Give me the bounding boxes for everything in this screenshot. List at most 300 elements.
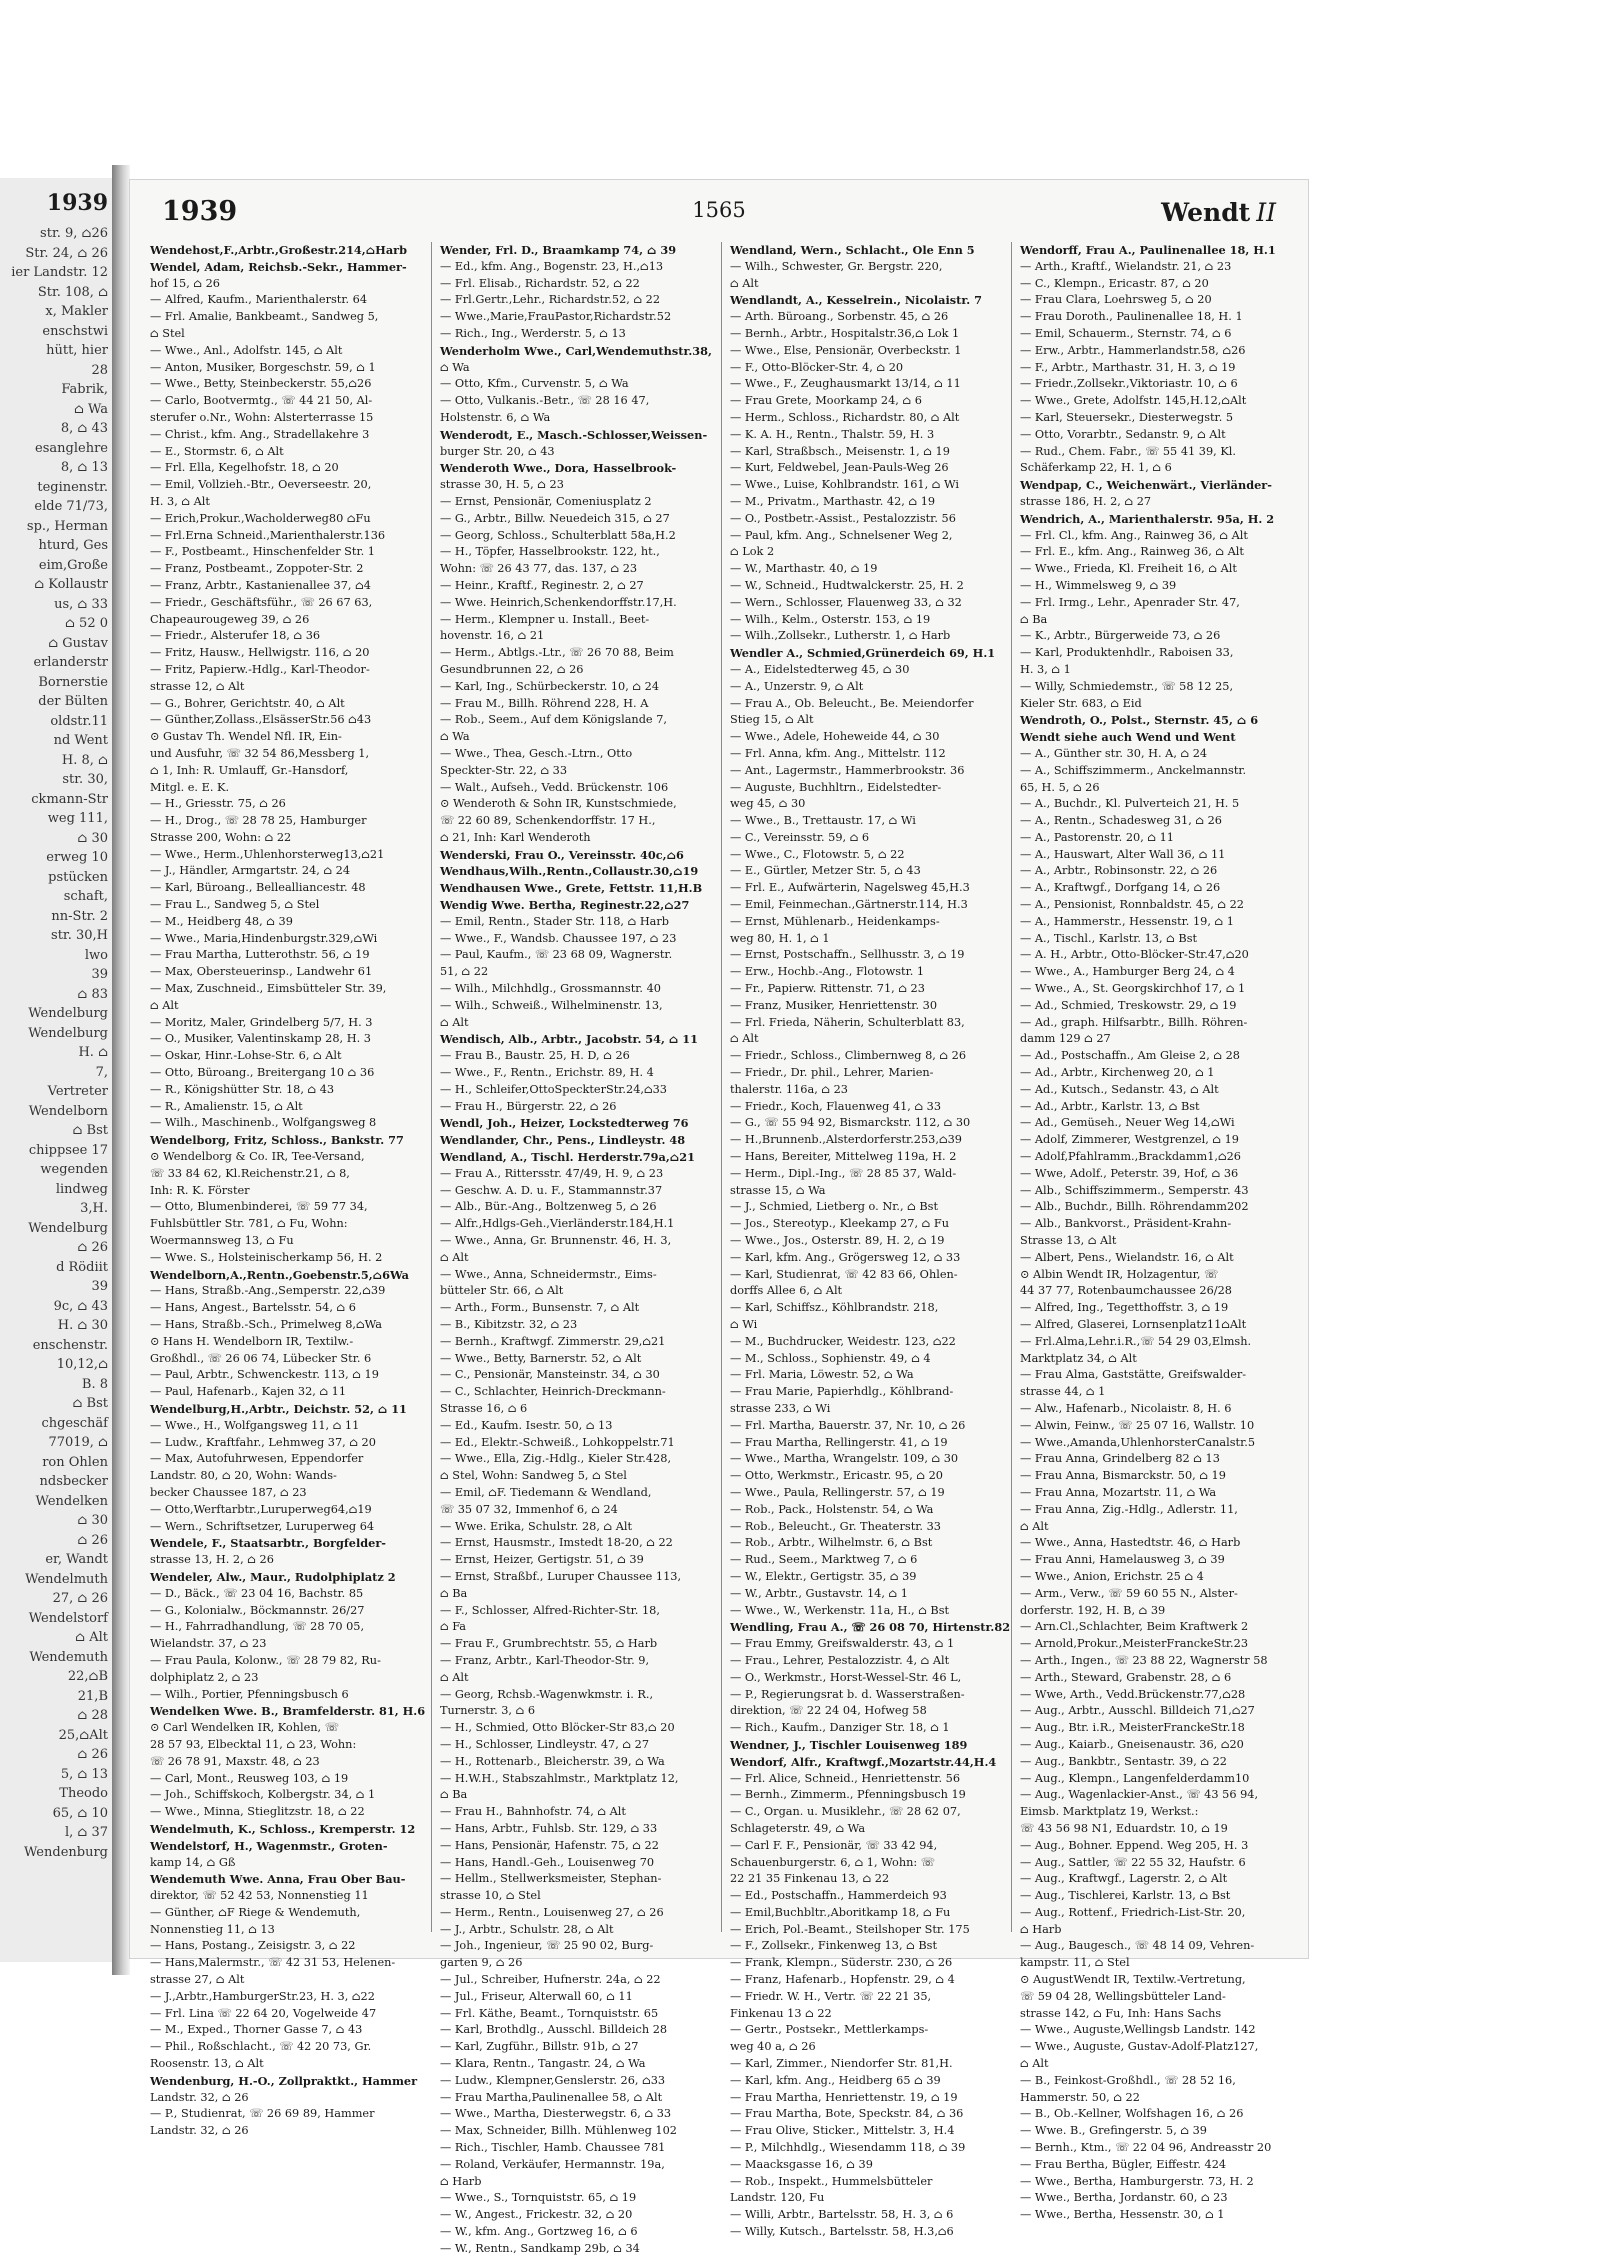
previous-page-line: 22,⌂B	[67, 1669, 108, 1684]
directory-entry-line: ☏ 35 07 32, Immenhof 6, ⌂ 24	[440, 1502, 618, 1516]
directory-entry-line: — Frau Emmy, Greifswalderstr. 43, ⌂ 1	[730, 1637, 955, 1651]
previous-page-line: B. 8	[81, 1376, 108, 1392]
directory-entry-line: — Hans, Straßb.-Sch., Primelweg 8,⌂Wa	[150, 1318, 383, 1331]
directory-entry-line: — Frl. Ella, Kegelhofstr. 18, ⌂ 20	[150, 461, 339, 475]
directory-entry-line: — Alb., Buchdr., Billh. Röhrendamm202	[1020, 1200, 1249, 1214]
directory-entry-line: — Heinr., Kraftf., Reginestr. 2, ⌂ 27	[440, 578, 644, 592]
directory-entry-line: — A., Buchdr., Kl. Pulverteich 21, H. 5	[1020, 797, 1240, 811]
directory-entry-line: — Wwe., Bertha, Jordanstr. 60, ⌂ 23	[1020, 2191, 1228, 2205]
directory-entry-line: ☏ 59 04 28, Wellingsbütteler Land-	[1020, 1989, 1226, 2003]
directory-entry-line: — O., Musiker, Valentinskamp 28, H. 3	[150, 1032, 371, 1046]
previous-page-line: ⌂ Wa	[73, 401, 108, 417]
directory-entry-line: — Frau., Lehrer, Pestalozzistr. 4, ⌂ Alt	[730, 1653, 950, 1667]
directory-entry-line: — C., Pensionär, Mansteinstr. 34, ⌂ 30	[440, 1368, 660, 1382]
directory-entry-line: — Ed., Elektr.-Schweiß., Lohkoppelstr.71	[440, 1435, 675, 1449]
directory-entry-line: Fuhlsbüttler Str. 781, ⌂ Fu, Wohn:	[150, 1217, 348, 1231]
directory-entry-line: — Franz, Postbeamt., Zoppoter-Str. 2	[150, 562, 364, 576]
directory-entry-line: — Wilh., Schweiß., Wilhelminenstr. 13,	[440, 998, 663, 1012]
directory-entry-line: ⊙ Albin Wendt IR, Holzagentur, ☏	[1020, 1267, 1219, 1281]
directory-entry-line: Schlageterstr. 49, ⌂ Wa	[730, 1821, 866, 1835]
directory-entry-line: — Geschw. A. D. u. F., Stammannstr.37	[440, 1183, 663, 1197]
directory-entry-line: — Wwe, Arth., Vedd.Brückenstr.77,⌂28	[1020, 1687, 1246, 1701]
directory-entry-line: — Rud., Chem. Fabr., ☏ 55 41 39, Kl.	[1020, 444, 1236, 458]
directory-entry-line: — Wwe., A., St. Georgskirchhof 17, ⌂ 1	[1020, 982, 1246, 996]
directory-entry-line: — Otto, Büroang., Breitergang 10 ⌂ 36	[150, 1066, 375, 1080]
directory-entry-line: Wendt siehe auch Wend und Went	[1020, 730, 1236, 745]
directory-entry-line: — Friedr., Alsterufer 18, ⌂ 36	[150, 629, 321, 643]
directory-entry-line: — P., Milchhdlg., Wiesendamm 118, ⌂ 39	[730, 2141, 966, 2155]
directory-entry-line: — Frl. Frieda, Näherin, Schulterblatt 83,	[730, 1015, 965, 1029]
directory-entry-line: dorffs Allee 6, ⌂ Alt	[730, 1284, 843, 1298]
directory-entry-line: weg 40 a, ⌂ 26	[730, 2040, 816, 2054]
directory-entry-line: — Wwe., Anion, Erichstr. 25 ⌂ 4	[1020, 1569, 1204, 1583]
directory-entry-line: ⌂ Alt	[440, 1670, 469, 1684]
directory-entry-line: — Wwe., Anna, Gr. Brunnenstr. 46, H. 3,	[440, 1234, 672, 1248]
previous-page-line: erlanderstr	[33, 655, 108, 670]
directory-entry-line: ⌂ Alt	[150, 998, 179, 1012]
directory-entry-line: Wendelborg, Fritz, Schloss., Bankstr. 77	[150, 1133, 404, 1148]
directory-entry-line: Woermannsweg 13, ⌂ Fu	[150, 1234, 294, 1248]
previous-page-year: 1939	[46, 190, 108, 216]
directory-entry-line: Wenderholm Wwe., Carl,Wendemuthstr.38,	[440, 343, 712, 358]
directory-entry-line: — A., Hammerstr., Hessenstr. 19, ⌂ 1	[1020, 914, 1234, 928]
previous-page-line: 7,	[95, 1064, 108, 1080]
previous-page-line: Wendelstorf	[28, 1610, 108, 1626]
directory-entry-line: — M., Privatm., Marthastr. 42, ⌂ 19	[730, 494, 936, 508]
directory-entry-line: Schäferkamp 22, H. 1, ⌂ 6	[1020, 461, 1172, 475]
directory-entry-line: — J., Schmied, Lietberg o. Nr., ⌂ Bst	[730, 1200, 939, 1214]
previous-page-line: ⌂ 30	[77, 830, 108, 846]
directory-entry-line: — Wwe. Erika, Schulstr. 28, ⌂ Alt	[440, 1519, 633, 1533]
directory-entry-line: — Hans, Pensionär, Hafenstr. 75, ⌂ 22	[440, 1838, 659, 1852]
directory-entry-line: — Alfr.,Hdlgs-Geh.,Vierländerstr.184,H.1	[440, 1217, 675, 1231]
directory-entry-line: — Otto, Blumenbinderei, ☏ 59 77 34,	[150, 1200, 368, 1214]
directory-entry-line: — Wilh., Milchhdlg., Grossmannstr. 40	[440, 982, 661, 996]
previous-page-line: nn-Str. 2	[51, 908, 108, 924]
directory-entry-line: ⌂ Alt	[440, 1015, 469, 1029]
previous-page-line: Wendelborn	[28, 1103, 108, 1119]
directory-entry-line: — Fr., Papierw. Rittenstr. 71, ⌂ 23	[730, 982, 925, 996]
directory-entry-line: ⊙ Carl Wendelken IR, Kohlen, ☏	[150, 1721, 339, 1735]
previous-page-line: hturd, Ges	[38, 538, 108, 553]
directory-entry-line: — Wwe., Martha, Wrangelstr. 109, ⌂ 30	[730, 1452, 959, 1466]
previous-page-line: Wendelburg	[28, 1006, 108, 1021]
directory-entry-line: thalerstr. 116a, ⌂ 23	[730, 1082, 848, 1096]
directory-entry-line: — Hans,Malermstr., ☏ 42 31 53, Helenen-	[150, 1956, 396, 1970]
directory-entry-line: — Karl, Straßbsch., Meisenstr. 1, ⌂ 19	[730, 444, 950, 458]
directory-entry-line: — Frau Anna, Grindelberg 82 ⌂ 13	[1020, 1452, 1220, 1466]
directory-entry-line: — Ludw., Klempner,Genslerstr. 26, ⌂33	[440, 2073, 666, 2087]
directory-entry-line: Wendlandt, A., Kesselrein., Nicolaistr. 7	[730, 293, 982, 308]
directory-entry-line: 44 37 77, Rotenbaumchaussee 26/28	[1020, 1284, 1232, 1298]
directory-entry-line: — Ludw., Kraftfahr., Lehmweg 37, ⌂ 20	[150, 1435, 376, 1449]
directory-entry-line: — Kurt, Feldwebel, Jean-Pauls-Weg 26	[730, 461, 949, 475]
directory-entry-line: — Ad., Gemüseh., Neuer Weg 14,⌂Wi	[1020, 1116, 1235, 1130]
previous-page-line: Bornerstie	[38, 674, 108, 690]
running-roman: II	[1256, 198, 1276, 227]
directory-entry-line: strasse 10, ⌂ Stel	[440, 1889, 541, 1903]
directory-entry-line: — Wwe., Herm.,Uhlenhorsterweg13,⌂21	[150, 847, 385, 861]
directory-entry-line: — Aug., Klempn., Langenfelderdamm10	[1020, 1771, 1250, 1785]
directory-entry-line: Wender, Frl. D., Braamkamp 74, ⌂ 39	[440, 243, 677, 257]
directory-entry-line: weg 80, H. 1, ⌂ 1	[730, 931, 830, 945]
previous-page-line: ⌂ 28	[77, 1708, 108, 1723]
directory-entry-line: — Frau Anna, Bismarckstr. 50, ⌂ 19	[1020, 1469, 1226, 1483]
directory-entry-line: — J., Arbtr., Schulstr. 28, ⌂ Alt	[440, 1922, 614, 1936]
previous-page-line: schaft,	[63, 889, 108, 904]
directory-entry-line: — A. H., Arbtr., Otto-Blöcker-Str.47,⌂20	[1020, 948, 1249, 962]
directory-entry-line: — A., Tischl., Karlstr. 13, ⌂ Bst	[1020, 931, 1198, 945]
previous-page-line: l, ⌂ 37	[64, 1825, 108, 1840]
directory-entry-line: — Frau Paula, Kolonw., ☏ 28 79 82, Ru-	[150, 1653, 381, 1667]
directory-entry-line: — Rob., Arbtr., Wilhelmstr. 6, ⌂ Bst	[730, 1536, 933, 1550]
directory-entry-line: strasse 27, ⌂ Alt	[150, 1973, 245, 1987]
directory-entry-line: — Adolf,Pfahlramm.,Brackdamm1,⌂26	[1020, 1150, 1241, 1164]
directory-entry-line: Strasse 200, Wohn: ⌂ 22	[150, 830, 292, 844]
directory-entry-line: Wendemuth Wwe. Anna, Frau Ober Bau-	[150, 1872, 406, 1887]
directory-entry-line: — Aug., Rottenf., Friedrich-List-Str. 20,	[1020, 1905, 1246, 1919]
book-gutter	[112, 165, 130, 1975]
directory-entry-line: Strasse 13, ⌂ Alt	[1020, 1234, 1117, 1248]
previous-page-line: weg 111,	[47, 811, 108, 826]
directory-entry-line: ⌂ 1, Inh: R. Umlauff, Gr.-Hansdorf,	[150, 763, 349, 777]
directory-entry-line: — Wwe., B., Trettaustr. 17, ⌂ Wi	[730, 814, 916, 828]
directory-entry-line: — J., Händler, Armgartstr. 24, ⌂ 24	[150, 864, 351, 878]
directory-entry-line: strasse 44, ⌂ 1	[1020, 1385, 1106, 1399]
directory-entry-line: Wendehost,F.,Arbtr.,Großestr.214,⌂Harb	[150, 243, 407, 257]
directory-entry-line: strasse 186, H. 2, ⌂ 27	[1020, 494, 1152, 508]
directory-entry-line: — Ed., Kaufm. Isestr. 50, ⌂ 13	[440, 1418, 613, 1432]
directory-entry-line: — C., Schlachter, Heinrich-Dreckmann-	[440, 1385, 666, 1399]
directory-entry-line: — Erich, Pol.-Beamt., Steilshoper Str. 175	[730, 1922, 970, 1936]
column-rule	[721, 242, 722, 1932]
directory-entry-line: — Wwe., F., Rentn., Erichstr. 89, H. 4	[440, 1066, 654, 1080]
previous-page-line: Wendelburg	[28, 1220, 108, 1236]
directory-entry-line: — Wwe., Jos., Osterstr. 89, H. 2, ⌂ 19	[730, 1234, 945, 1248]
directory-entry-line: — Paul, Arbtr., Schwenckestr. 113, ⌂ 19	[150, 1368, 379, 1382]
directory-entry-line: ☏ 26 78 91, Maxstr. 48, ⌂ 23	[150, 1754, 320, 1768]
directory-entry-line: — W., Marthastr. 40, ⌂ 19	[730, 562, 878, 576]
previous-page-line: str. 30,	[62, 772, 108, 787]
directory-entry-line: Wendeler, Alw., Maur., Rudolphiplatz 2	[150, 1569, 396, 1584]
directory-entry-line: — H., Rottenarb., Bleicherstr. 39, ⌂ Wa	[440, 1754, 665, 1768]
directory-entry-line: — Karl, Zugführ., Billstr. 91b, ⌂ 27	[440, 2040, 639, 2054]
directory-entry-line: und Ausfuhr, ☏ 32 54 86,Messberg 1,	[150, 746, 370, 760]
previous-page-line: ndsbecker	[39, 1474, 108, 1489]
directory-entry-line: ⊙ Hans H. Wendelborn IR, Textilw.-	[150, 1334, 354, 1348]
page-header	[162, 190, 1276, 234]
directory-entry-line: — A., Hauswart, Alter Wall 36, ⌂ 11	[1020, 847, 1226, 861]
directory-entry-line: ⌂ Stel, Wohn: Sandweg 5, ⌂ Stel	[440, 1469, 627, 1483]
directory-entry-line: — Wwe., Paula, Rellingerstr. 57, ⌂ 19	[730, 1485, 945, 1499]
directory-entry-line: — Bernh., Zimmerm., Pfenningsbusch 19	[730, 1788, 966, 1802]
previous-page-line: ⌂ Bst	[72, 1123, 108, 1138]
directory-entry-line: — Frau Clara, Loehrsweg 5, ⌂ 20	[1020, 293, 1212, 307]
directory-entry-line: Gesundbrunnen 22, ⌂ 26	[440, 662, 584, 676]
directory-entry-line: dorferstr. 192, H. B, ⌂ 39	[1020, 1603, 1166, 1617]
directory-entry-line: strasse 15, ⌂ Wa	[730, 1183, 826, 1197]
directory-entry-line: ⌂ Ba	[1020, 612, 1048, 626]
column-2	[440, 242, 715, 2255]
directory-entry-line: — P., Studienrat, ☏ 26 69 89, Hammer	[150, 2107, 375, 2121]
directory-entry-line: — Ad., Kutsch., Sedanstr. 43, ⌂ Alt	[1020, 1082, 1219, 1096]
directory-entry-line: — Rud., Seem., Marktweg 7, ⌂ 6	[730, 1553, 918, 1567]
directory-entry-line: — Friedr.,Zollsekr.,Viktoriastr. 10, ⌂ 6	[1020, 377, 1238, 391]
previous-page-line: ier Landstr. 12	[11, 265, 108, 280]
directory-entry-line: — P., Regierungsrat b. d. Wasserstraßen-	[730, 1687, 965, 1701]
directory-entry-line: — Erich,Prokur.,Wacholderweg80 ⌂Fu	[150, 511, 371, 525]
directory-entry-line: — Hellm., Stellwerksmeister, Stephan-	[440, 1872, 662, 1886]
directory-entry-line: — Aug., Wagenlackier-Anst., ☏ 43 56 94,	[1020, 1788, 1259, 1802]
directory-entry-line: — Otto, Werkmstr., Ericastr. 95, ⌂ 20	[730, 1469, 943, 1483]
directory-entry-line: — Ed., Postschaffn., Hammerdeich 93	[730, 1889, 947, 1903]
previous-page-line: Wendemuth	[29, 1649, 108, 1665]
directory-entry-line: ⌂ Ba	[440, 1586, 468, 1600]
directory-entry-line: — A., Kraftwgf., Dorfgang 14, ⌂ 26	[1020, 881, 1221, 895]
directory-entry-line: — Jos., Stereotyp., Kleekamp 27, ⌂ Fu	[730, 1217, 949, 1231]
directory-entry-line: — F., Zollsekr., Finkenweg 13, ⌂ Bst	[730, 1939, 938, 1953]
previous-page-line: wegenden	[40, 1162, 108, 1177]
directory-entry-line: — Alb., Bankvorst., Präsident-Krahn-	[1020, 1217, 1232, 1231]
directory-entry-line: — Karl, kfm. Ang., Heidberg 65 ⌂ 39	[730, 2073, 941, 2087]
directory-entry-line: — H., Wimmelsweg 9, ⌂ 39	[1020, 578, 1177, 592]
directory-entry-line: — Herm., Schloss., Richardstr. 80, ⌂ Alt	[730, 410, 960, 424]
previous-page-line: H. ⌂ 30	[57, 1318, 108, 1333]
directory-entry-line: — Karl, Ing., Schürbeckerstr. 10, ⌂ 24	[440, 679, 660, 693]
directory-entry-line: — Adolf, Zimmerer, Westgrenzel, ⌂ 19	[1020, 1133, 1239, 1147]
directory-entry-line: Wendele, F., Staatsarbtr., Borgfelder-	[150, 1536, 386, 1551]
directory-entry-line: — Frl. E., Aufwärterin, Nagelsweg 45,H.3	[730, 881, 970, 895]
directory-entry-line: — Emil, Rentn., Stader Str. 118, ⌂ Harb	[440, 914, 670, 928]
previous-page-line: lindweg	[55, 1181, 108, 1197]
directory-entry-line: Chapeaurougeweg 39, ⌂ 26	[150, 612, 310, 626]
directory-entry-line: Wendlander, Chr., Pens., Lindleystr. 48	[440, 1133, 686, 1148]
directory-entry-line: — Max, Obersteuerinsp., Landwehr 61	[150, 965, 373, 979]
directory-entry-line: — Rob., Inspekt., Hummelsbütteler	[730, 2174, 933, 2188]
directory-entry-line: — Otto, Kfm., Curvenstr. 5, ⌂ Wa	[440, 377, 629, 391]
directory-entry-line: ⌂ Fa	[440, 1620, 467, 1634]
directory-entry-line: ☏ 43 56 98 N1, Eduardstr. 10, ⌂ 19	[1020, 1821, 1228, 1835]
directory-entry-line: — Franz, Arbtr., Karl-Theodor-Str. 9,	[440, 1653, 650, 1667]
directory-entry-line: — C., Vereinsstr. 59, ⌂ 6	[730, 830, 870, 844]
column-4	[1020, 242, 1295, 2222]
directory-entry-line: — Ernst, Postschaffn., Sellhusstr. 3, ⌂ 19	[730, 948, 965, 962]
directory-entry-line: — Wilh., Maschinenb., Wolfgangsweg 8	[150, 1116, 377, 1130]
directory-entry-line: — A., Arbtr., Robinsonstr. 22, ⌂ 26	[1020, 864, 1218, 878]
directory-entry-line: — R., Königshütter Str. 18, ⌂ 43	[150, 1082, 335, 1096]
directory-entry-line: ⌂ Stel	[150, 326, 185, 340]
directory-entry-line: direktor, ☏ 52 42 53, Nonnenstieg 11	[150, 1889, 369, 1903]
previous-page-line: ⌂ 52 0	[64, 616, 108, 631]
directory-entry-line: — Phil., Roßschlacht., ☏ 42 20 73, Gr.	[150, 2040, 372, 2054]
directory-entry-line: burger Str. 20, ⌂ 43	[440, 444, 555, 458]
directory-entry-line: — Max, Autofuhrwesen, Eppendorfer	[150, 1452, 364, 1466]
directory-entry-line: — A., Rentn., Schadesweg 31, ⌂ 26	[1020, 814, 1222, 828]
previous-page-line: chippsee 17	[28, 1142, 108, 1158]
previous-page-line: ⌂ Bst	[72, 1396, 108, 1411]
previous-page-line: er, Wandt	[45, 1552, 108, 1567]
directory-entry-line: — Arnold,Prokur.,MeisterFranckeStr.23	[1020, 1637, 1249, 1651]
directory-entry-line: ⌂ Wa	[440, 360, 470, 374]
directory-entry-line: Nonnenstieg 11, ⌂ 13	[150, 1922, 275, 1936]
directory-entry-line: — W., Angest., Frickestr. 32, ⌂ 20	[440, 2208, 633, 2222]
directory-entry-line: Landstr. 80, ⌂ 20, Wohn: Wands-	[150, 1469, 337, 1483]
directory-entry-line: — Hans, Postang., Zeisigstr. 3, ⌂ 22	[150, 1939, 356, 1953]
previous-page-line: 28	[91, 362, 108, 378]
directory-entry-line: — Emil, Schauerm., Sternstr. 74, ⌂ 6	[1020, 326, 1232, 340]
directory-entry-line: sterufer o.Nr., Wohn: Alsterterrasse 15	[150, 410, 374, 424]
directory-entry-line: Roosenstr. 13, ⌂ Alt	[150, 2057, 264, 2071]
directory-entry-line: — Aug., Sattler, ☏ 22 55 32, Haufstr. 6	[1020, 1855, 1246, 1869]
directory-entry-line: — Arth., Form., Bunsenstr. 7, ⌂ Alt	[440, 1301, 640, 1315]
directory-entry-line: — Aug., Bohner. Eppend. Weg 205, H. 3	[1020, 1838, 1249, 1852]
directory-entry-line: — Erw., Hochb.-Ang., Flotowstr. 1	[730, 965, 925, 979]
directory-entry-line: — Arth., Kraftf., Wielandstr. 21, ⌂ 23	[1020, 259, 1232, 273]
directory-entry-line: — Emil, Vollzieh.-Btr., Oeverseestr. 20,	[150, 478, 372, 492]
directory-entry-line: — Wwe., Auguste, Gustav-Adolf-Platz127,	[1020, 2040, 1259, 2054]
previous-page-line: ⌂ 83	[77, 986, 108, 1002]
directory-entry-line: — A., Eidelstedterweg 45, ⌂ 30	[730, 662, 910, 676]
directory-entry-line: — Herm., Klempner u. Install., Beet-	[440, 612, 650, 626]
directory-entry-line: — Frl. Martha, Bauerstr. 37, Nr. 10, ⌂ 26	[730, 1418, 966, 1432]
directory-entry-line: — Herm., Abtlgs.-Ltr., ☏ 26 70 88, Beim	[440, 646, 674, 660]
directory-entry-line: — Jul., Friseur, Alterwall 60, ⌂ 11	[440, 1989, 633, 2003]
directory-entry-line: — Wwe., Thea, Gesch.-Ltrn., Otto	[440, 746, 633, 760]
directory-entry-line: — Wwe.,Amanda,UhlenhorsterCanalstr.5	[1020, 1435, 1256, 1449]
directory-entry-line: becker Chaussee 187, ⌂ 23	[150, 1485, 307, 1499]
previous-page-line: ⌂ 26	[77, 1532, 108, 1548]
directory-entry-line: — Friedr., Schloss., Climbernweg 8, ⌂ 26	[730, 1049, 967, 1063]
directory-entry-line: — W., Schneid., Hudtwalckerstr. 25, H. 2	[730, 578, 964, 592]
directory-entry-line: — Wilh., Portier, Pfenningsbusch 6	[150, 1687, 349, 1701]
directory-entry-line: — W., kfm. Ang., Gortzweg 16, ⌂ 6	[440, 2225, 638, 2239]
directory-entry-line: Marktplatz 34, ⌂ Alt	[1020, 1351, 1137, 1365]
directory-entry-line: — Wern., Schriftsetzer, Luruperweg 64	[150, 1519, 375, 1533]
directory-entry-line: — Wwe., A., Hamburger Berg 24, ⌂ 4	[1020, 965, 1235, 979]
directory-entry-line: ⊙ Wendelborg & Co. IR, Tee-Versand,	[150, 1150, 365, 1164]
previous-page-line: d Rödiit	[56, 1259, 108, 1275]
directory-entry-line: strasse 12, ⌂ Alt	[150, 679, 245, 693]
directory-entry-line: — Wwe., Bertha, Hessenstr. 30, ⌂ 1	[1020, 2208, 1225, 2222]
directory-entry-line: — Frau Anna, Mozartstr. 11, ⌂ Wa	[1020, 1485, 1217, 1499]
directory-entry-line: — Frau Martha, Henriettenstr. 19, ⌂ 19	[730, 2090, 958, 2104]
directory-entry-line: Wendenburg, H.-O., Zollpraktkt., Hammer	[150, 2073, 418, 2088]
directory-entry-line: hovenstr. 16, ⌂ 21	[440, 629, 545, 643]
previous-page-line: enschenstr.	[32, 1337, 108, 1353]
directory-entry-line: — Gertr., Postsekr., Mettlerkamps-	[730, 2023, 929, 2037]
directory-entry-line: — Frl.Gertr.,Lehr., Richardstr.52, ⌂ 22	[440, 293, 661, 307]
directory-entry-line: — Wwe., F., Wandsb. Chaussee 197, ⌂ 23	[440, 931, 677, 945]
directory-entry-line: — Wwe., Ella, Zig.-Hdlg., Kieler Str.428,	[440, 1452, 672, 1466]
column-1	[150, 242, 426, 2138]
previous-page-edge	[0, 178, 115, 1962]
directory-entry-line: — Frau Grete, Moorkamp 24, ⌂ 6	[730, 394, 922, 408]
previous-page-line: ⌂ 30	[77, 1513, 108, 1528]
directory-entry-line: Wendig Wwe. Bertha, Reginestr.22,⌂27	[440, 898, 690, 913]
directory-entry-line: Wendner, J., Tischler Louisenweg 189	[730, 1737, 968, 1752]
directory-entry-line: — Ad., Arbtr., Kirchenweg 20, ⌂ 1	[1020, 1066, 1215, 1080]
previous-page-line: x, Makler	[45, 304, 108, 319]
previous-page-line: ⌂ 26	[77, 1240, 108, 1255]
directory-entry-line: — J.,Arbtr.,HamburgerStr.23, H. 3, ⌂22	[150, 1989, 375, 2003]
directory-entry-line: — Rob., Seem., Auf dem Königslande 7,	[440, 713, 667, 727]
directory-entry-line: — Hans, Angest., Bartelsstr. 54, ⌂ 6	[150, 1301, 356, 1315]
previous-page-line: ron Ohlen	[42, 1454, 108, 1470]
directory-entry-line: — Frau F., Grumbrechtstr. 55, ⌂ Harb	[440, 1637, 658, 1651]
directory-entry-line: — Ernst, Straßbf., Luruper Chaussee 113,	[440, 1569, 682, 1583]
directory-entry-line: — Carlo, Bootvermtg., ☏ 44 21 50, Al-	[150, 394, 373, 408]
directory-entry-line: — Frau B., Baustr. 25, H. D, ⌂ 26	[440, 1049, 630, 1063]
previous-page-line: chgeschäf	[41, 1415, 108, 1431]
previous-page-line: 39	[91, 967, 108, 982]
directory-entry-line: — Fritz, Hausw., Hellwigstr. 116, ⌂ 20	[150, 646, 370, 660]
directory-entry-line: — Karl, Produktenhdlr., Raboisen 33,	[1020, 646, 1234, 660]
directory-entry-line: — B., Kibitzstr. 32, ⌂ 23	[440, 1318, 578, 1331]
directory-entry-line: Inh: R. K. Förster	[150, 1183, 250, 1197]
directory-entry-line: — Bernh., Ktm., ☏ 22 04 96, Andreasstr 20	[1020, 2141, 1272, 2155]
previous-page-line: Str. 24, ⌂ 26	[25, 245, 108, 261]
directory-entry-line: — H., Schleifer,OttoSpeckterStr.24,⌂33	[440, 1082, 667, 1096]
previous-page-line: 5, ⌂ 13	[60, 1766, 108, 1782]
directory-entry-line: — Wwe., Luise, Kohlbrandstr. 161, ⌂ Wi	[730, 478, 960, 492]
directory-entry-line: — Alfred, Glaserei, Lornsenplatz11⌂Alt	[1020, 1318, 1247, 1331]
directory-entry-line: ⊙ Wenderoth & Sohn IR, Kunstschmiede,	[440, 797, 677, 811]
directory-entry-line: — Wwe., Maria,Hindenburgstr.329,⌂Wi	[150, 931, 378, 945]
directory-entry-line: — Rich., Kaufm., Danziger Str. 18, ⌂ 1	[730, 1721, 950, 1735]
directory-entry-line: — F., Arbtr., Marthastr. 31, H. 3, ⌂ 19	[1020, 360, 1236, 374]
directory-entry-line: — Frl. Irmg., Lehr., Apenrader Str. 47,	[1020, 595, 1240, 609]
directory-entry-line: — H., Griesstr. 75, ⌂ 26	[150, 797, 286, 811]
directory-entry-line: — Christ., kfm. Ang., Stradellakehre 3	[150, 427, 370, 441]
directory-entry-line: Wenderski, Frau O., Vereinsstr. 40c,⌂6	[440, 847, 684, 862]
directory-entry-line: — Wwe. Heinrich,Schenkendorffstr.17,H.	[440, 595, 677, 609]
directory-entry-line: — Günther, ⌂F Riege & Wendemuth,	[150, 1905, 361, 1919]
previous-page-line: Wendenburg	[24, 1844, 108, 1860]
directory-entry-line: — Frau Martha, Bote, Speckstr. 84, ⌂ 36	[730, 2107, 964, 2121]
directory-entry-line: — Wwe., Betty, Barnerstr. 52, ⌂ Alt	[440, 1351, 642, 1365]
directory-entry-line: — Aug., Bankbtr., Sentastr. 39, ⌂ 22	[1020, 1754, 1227, 1768]
directory-entry-line: ⌂ Harb	[1020, 1922, 1062, 1936]
directory-entry-line: 51, ⌂ 22	[440, 965, 489, 979]
directory-entry-line: Wenderoth Wwe., Dora, Hasselbrook-	[440, 461, 677, 476]
directory-entry-line: Stieg 15, ⌂ Alt	[730, 713, 814, 727]
directory-entry-line: — Carl, Mont., Reusweg 103, ⌂ 19	[150, 1771, 349, 1785]
directory-entry-line: — H.W.H., Stabszahlmstr., Marktplatz 12,	[440, 1771, 679, 1785]
previous-page-line: elde 71/73,	[34, 499, 108, 514]
previous-page-line: Wendelburg	[28, 1025, 108, 1041]
directory-entry-line: — Bernh., Kraftwgf. Zimmerstr. 29,⌂21	[440, 1334, 666, 1348]
directory-entry-line: — A., Pensionist, Ronnbaldstr. 45, ⌂ 22	[1020, 898, 1244, 912]
directory-entry-line: Wendelstorf, H., Wagenmstr., Groten-	[150, 1838, 388, 1853]
directory-entry-line: ⌂ Wi	[730, 1318, 758, 1331]
directory-entry-line: — B., Ob.-Kellner, Wolfshagen 16, ⌂ 26	[1020, 2107, 1244, 2121]
directory-entry-line: ⌂ Ba	[440, 1788, 468, 1802]
directory-entry-line: — M., Buchdrucker, Weidestr. 123, ⌂22	[730, 1334, 956, 1348]
directory-entry-line: — Georg, Schloss., Schulterblatt 58a,H.2	[440, 528, 676, 542]
directory-entry-line: — Ad., Schmied, Treskowstr. 29, ⌂ 19	[1020, 998, 1237, 1012]
directory-entry-line: — Wern., Schlosser, Flauenweg 33, ⌂ 32	[730, 595, 962, 609]
directory-entry-line: — Arth., Ingen., ☏ 23 88 22, Wagnerstr 58	[1020, 1653, 1268, 1667]
directory-entry-line: — Aug., Baugesch., ☏ 48 14 09, Vehren-	[1020, 1939, 1255, 1953]
previous-page-line: 8, ⌂ 13	[60, 460, 108, 475]
directory-entry-line: — Anton, Musiker, Borgeschstr. 59, ⌂ 1	[150, 360, 376, 374]
directory-entry-line: — W., Arbtr., Gustavstr. 14, ⌂ 1	[730, 1586, 908, 1600]
previous-page-line: ⌂ Alt	[75, 1630, 108, 1645]
directory-entry-line: — A., Günther str. 30, H. A, ⌂ 24	[1020, 746, 1208, 760]
directory-entry-line: — Hans, Bereiter, Mittelweg 119a, H. 2	[730, 1150, 957, 1164]
directory-entry-line: — G., Bohrer, Gerichtstr. 40, ⌂ Alt	[150, 696, 345, 710]
directory-entry-line: ⌂ Wa	[440, 730, 470, 744]
